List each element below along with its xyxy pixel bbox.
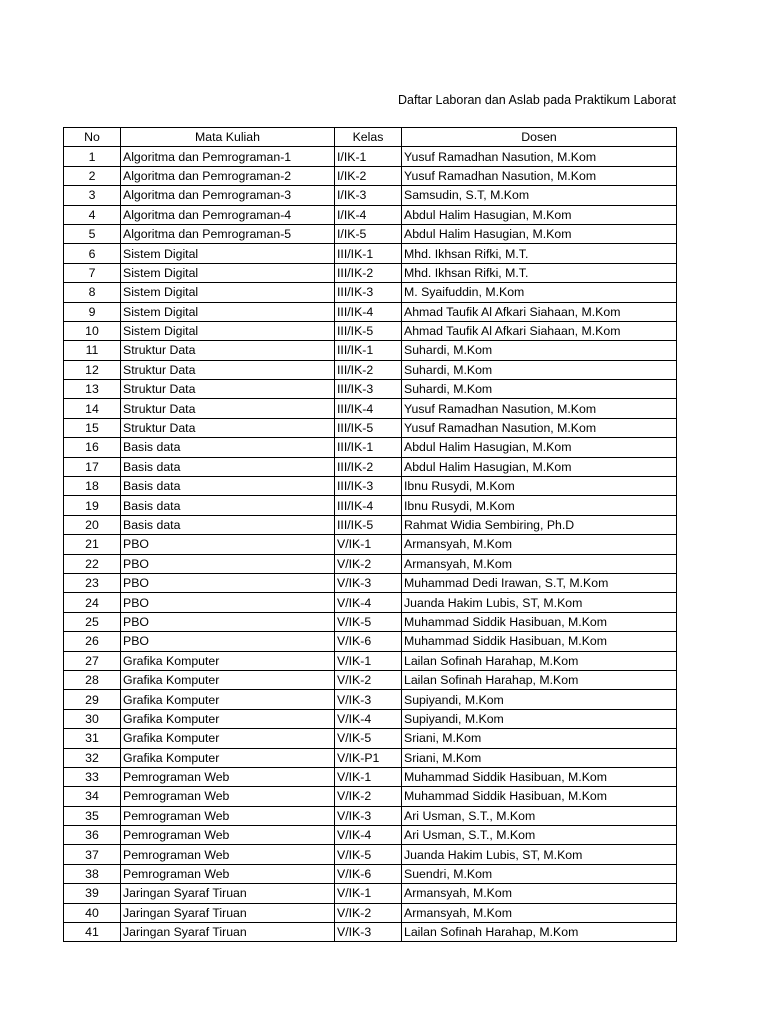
course-name-cell: Jaringan Syaraf Tiruan <box>121 923 335 942</box>
table-row <box>64 263 677 282</box>
table-row <box>64 612 677 631</box>
course-name-cell: PBO <box>121 612 335 631</box>
row-number-cell: 17 <box>64 457 121 476</box>
course-name-cell: Sistem Digital <box>121 302 335 321</box>
table-row <box>64 457 677 476</box>
row-number-cell: 23 <box>64 573 121 592</box>
course-name-cell: Pemrograman Web <box>121 845 335 864</box>
row-number-cell: 18 <box>64 477 121 496</box>
row-number-cell: 1 <box>64 147 121 166</box>
course-name-cell: Jaringan Syaraf Tiruan <box>121 903 335 922</box>
class-cell: III/IK-5 <box>335 418 402 437</box>
class-cell: V/IK-2 <box>335 670 402 689</box>
course-name-cell: Basis data <box>121 515 335 534</box>
class-cell: III/IK-3 <box>335 477 402 496</box>
column-header-dosen: Dosen <box>402 128 677 147</box>
row-number-cell: 3 <box>64 186 121 205</box>
lecturer-cell: Abdul Halim Hasugian, M.Kom <box>402 438 677 457</box>
class-cell: V/IK-6 <box>335 864 402 883</box>
lecturer-cell: Supiyandi, M.Kom <box>402 690 677 709</box>
class-cell: III/IK-4 <box>335 496 402 515</box>
lecturer-cell: Lailan Sofinah Harahap, M.Kom <box>402 923 677 942</box>
class-cell: III/IK-4 <box>335 399 402 418</box>
course-name-cell: PBO <box>121 573 335 592</box>
lecturer-cell: Ibnu Rusydi, M.Kom <box>402 496 677 515</box>
class-cell: V/IK-2 <box>335 554 402 573</box>
course-name-cell: PBO <box>121 593 335 612</box>
column-header-mata-kuliah: Mata Kuliah <box>121 128 335 147</box>
lecturer-cell: Armansyah, M.Kom <box>402 554 677 573</box>
lecturer-cell: Yusuf Ramadhan Nasution, M.Kom <box>402 399 677 418</box>
course-name-cell: Algoritma dan Pemrograman-1 <box>121 147 335 166</box>
lecturer-cell: Armansyah, M.Kom <box>402 535 677 554</box>
table-row <box>64 515 677 534</box>
table-row <box>64 709 677 728</box>
lecturer-cell: Yusuf Ramadhan Nasution, M.Kom <box>402 166 677 185</box>
lecturer-cell: Sriani, M.Kom <box>402 748 677 767</box>
course-name-cell: Sistem Digital <box>121 244 335 263</box>
lecturer-cell: Suhardi, M.Kom <box>402 360 677 379</box>
course-name-cell: Basis data <box>121 496 335 515</box>
lecturer-cell: Armansyah, M.Kom <box>402 884 677 903</box>
table-row <box>64 244 677 263</box>
row-number-cell: 32 <box>64 748 121 767</box>
table-row <box>64 787 677 806</box>
row-number-cell: 7 <box>64 263 121 282</box>
class-cell: I/IK-2 <box>335 166 402 185</box>
lecturer-cell: Ari Usman, S.T., M.Kom <box>402 826 677 845</box>
lecturer-cell: Suhardi, M.Kom <box>402 341 677 360</box>
course-lecturer-table <box>63 127 677 942</box>
row-number-cell: 37 <box>64 845 121 864</box>
course-name-cell: PBO <box>121 554 335 573</box>
class-cell: III/IK-4 <box>335 302 402 321</box>
course-name-cell: Sistem Digital <box>121 321 335 340</box>
lecturer-cell: Abdul Halim Hasugian, M.Kom <box>402 457 677 476</box>
class-cell: V/IK-4 <box>335 593 402 612</box>
row-number-cell: 40 <box>64 903 121 922</box>
course-name-cell: Struktur Data <box>121 418 335 437</box>
row-number-cell: 34 <box>64 787 121 806</box>
course-name-cell: Pemrograman Web <box>121 806 335 825</box>
course-name-cell: Sistem Digital <box>121 263 335 282</box>
lecturer-cell: Abdul Halim Hasugian, M.Kom <box>402 205 677 224</box>
table-row <box>64 186 677 205</box>
table-row <box>64 651 677 670</box>
course-name-cell: Grafika Komputer <box>121 748 335 767</box>
table-row <box>64 806 677 825</box>
class-cell: III/IK-2 <box>335 360 402 379</box>
row-number-cell: 39 <box>64 884 121 903</box>
row-number-cell: 36 <box>64 826 121 845</box>
class-cell: III/IK-3 <box>335 283 402 302</box>
course-name-cell: Algoritma dan Pemrograman-3 <box>121 186 335 205</box>
course-name-cell: Struktur Data <box>121 341 335 360</box>
table-row <box>64 535 677 554</box>
table-row <box>64 380 677 399</box>
row-number-cell: 5 <box>64 224 121 243</box>
course-name-cell: Basis data <box>121 457 335 476</box>
class-cell: V/IK-4 <box>335 709 402 728</box>
class-cell: V/IK-2 <box>335 787 402 806</box>
lecturer-cell: Suendri, M.Kom <box>402 864 677 883</box>
class-cell: V/IK-3 <box>335 573 402 592</box>
class-cell: I/IK-3 <box>335 186 402 205</box>
lecturer-cell: Abdul Halim Hasugian, M.Kom <box>402 224 677 243</box>
class-cell: V/IK-P1 <box>335 748 402 767</box>
row-number-cell: 25 <box>64 612 121 631</box>
class-cell: V/IK-5 <box>335 612 402 631</box>
course-name-cell: Sistem Digital <box>121 283 335 302</box>
class-cell: V/IK-5 <box>335 729 402 748</box>
class-cell: V/IK-2 <box>335 903 402 922</box>
course-name-cell: Algoritma dan Pemrograman-2 <box>121 166 335 185</box>
lecturer-cell: Suhardi, M.Kom <box>402 380 677 399</box>
lecturer-cell: M. Syaifuddin, M.Kom <box>402 283 677 302</box>
table-row <box>64 593 677 612</box>
table-header <box>64 128 677 147</box>
class-cell: III/IK-1 <box>335 244 402 263</box>
course-name-cell: Grafika Komputer <box>121 651 335 670</box>
column-header-no: No <box>64 128 121 147</box>
class-cell: V/IK-1 <box>335 651 402 670</box>
row-number-cell: 15 <box>64 418 121 437</box>
row-number-cell: 41 <box>64 923 121 942</box>
course-name-cell: Basis data <box>121 477 335 496</box>
lecturer-cell: Ahmad Taufik Al Afkari Siahaan, M.Kom <box>402 302 677 321</box>
class-cell: III/IK-2 <box>335 263 402 282</box>
lecturer-cell: Supiyandi, M.Kom <box>402 709 677 728</box>
course-name-cell: Struktur Data <box>121 399 335 418</box>
table-row <box>64 826 677 845</box>
table-row <box>64 554 677 573</box>
table-row <box>64 903 677 922</box>
table-row <box>64 438 677 457</box>
lecturer-cell: Rahmat Widia Sembiring, Ph.D <box>402 515 677 534</box>
row-number-cell: 19 <box>64 496 121 515</box>
row-number-cell: 10 <box>64 321 121 340</box>
course-name-cell: Pemrograman Web <box>121 787 335 806</box>
lecturer-cell: Lailan Sofinah Harahap, M.Kom <box>402 651 677 670</box>
table-row <box>64 845 677 864</box>
class-cell: I/IK-5 <box>335 224 402 243</box>
table-body <box>64 147 677 942</box>
row-number-cell: 14 <box>64 399 121 418</box>
row-number-cell: 12 <box>64 360 121 379</box>
class-cell: V/IK-3 <box>335 923 402 942</box>
table-row <box>64 690 677 709</box>
course-name-cell: Algoritma dan Pemrograman-4 <box>121 205 335 224</box>
lecturer-cell: Armansyah, M.Kom <box>402 903 677 922</box>
lecturer-cell: Yusuf Ramadhan Nasution, M.Kom <box>402 418 677 437</box>
table-row <box>64 283 677 302</box>
lecturer-cell: Mhd. Ikhsan Rifki, M.T. <box>402 244 677 263</box>
table-row <box>64 477 677 496</box>
row-number-cell: 9 <box>64 302 121 321</box>
table-row <box>64 399 677 418</box>
row-number-cell: 33 <box>64 767 121 786</box>
class-cell: I/IK-1 <box>335 147 402 166</box>
header-row <box>64 128 677 147</box>
lecturer-cell: Muhammad Siddik Hasibuan, M.Kom <box>402 787 677 806</box>
course-name-cell: Algoritma dan Pemrograman-5 <box>121 224 335 243</box>
class-cell: V/IK-5 <box>335 845 402 864</box>
course-name-cell: PBO <box>121 632 335 651</box>
row-number-cell: 29 <box>64 690 121 709</box>
table-row <box>64 205 677 224</box>
class-cell: III/IK-3 <box>335 380 402 399</box>
row-number-cell: 4 <box>64 205 121 224</box>
lecturer-cell: Sriani, M.Kom <box>402 729 677 748</box>
sheet-title: Daftar Laboran dan Aslab pada Praktikum Laborat <box>398 93 676 107</box>
class-cell: V/IK-6 <box>335 632 402 651</box>
table-row <box>64 360 677 379</box>
class-cell: III/IK-5 <box>335 515 402 534</box>
lecturer-cell: Mhd. Ikhsan Rifki, M.T. <box>402 263 677 282</box>
class-cell: V/IK-1 <box>335 535 402 554</box>
class-cell: III/IK-1 <box>335 438 402 457</box>
table-row <box>64 418 677 437</box>
row-number-cell: 11 <box>64 341 121 360</box>
table-row <box>64 864 677 883</box>
row-number-cell: 2 <box>64 166 121 185</box>
lecturer-cell: Muhammad Siddik Hasibuan, M.Kom <box>402 632 677 651</box>
row-number-cell: 30 <box>64 709 121 728</box>
row-number-cell: 20 <box>64 515 121 534</box>
row-number-cell: 16 <box>64 438 121 457</box>
row-number-cell: 31 <box>64 729 121 748</box>
row-number-cell: 28 <box>64 670 121 689</box>
row-number-cell: 22 <box>64 554 121 573</box>
table-row <box>64 923 677 942</box>
row-number-cell: 35 <box>64 806 121 825</box>
course-name-cell: Grafika Komputer <box>121 709 335 728</box>
table-row <box>64 670 677 689</box>
column-header-kelas: Kelas <box>335 128 402 147</box>
class-cell: V/IK-3 <box>335 690 402 709</box>
table-row <box>64 321 677 340</box>
row-number-cell: 6 <box>64 244 121 263</box>
course-name-cell: Basis data <box>121 438 335 457</box>
lecturer-cell: Lailan Sofinah Harahap, M.Kom <box>402 670 677 689</box>
course-name-cell: Pemrograman Web <box>121 864 335 883</box>
table-row <box>64 166 677 185</box>
course-name-cell: Grafika Komputer <box>121 729 335 748</box>
class-cell: I/IK-4 <box>335 205 402 224</box>
row-number-cell: 8 <box>64 283 121 302</box>
class-cell: III/IK-1 <box>335 341 402 360</box>
row-number-cell: 24 <box>64 593 121 612</box>
lecturer-cell: Yusuf Ramadhan Nasution, M.Kom <box>402 147 677 166</box>
row-number-cell: 38 <box>64 864 121 883</box>
table-row <box>64 224 677 243</box>
class-cell: V/IK-3 <box>335 806 402 825</box>
course-name-cell: Struktur Data <box>121 360 335 379</box>
lecturer-cell: Muhammad Siddik Hasibuan, M.Kom <box>402 767 677 786</box>
table-row <box>64 748 677 767</box>
lecturer-cell: Juanda Hakim Lubis, ST, M.Kom <box>402 593 677 612</box>
lecturer-cell: Samsudin, S.T, M.Kom <box>402 186 677 205</box>
table-row <box>64 147 677 166</box>
row-number-cell: 21 <box>64 535 121 554</box>
class-cell: V/IK-1 <box>335 884 402 903</box>
lecturer-cell: Ahmad Taufik Al Afkari Siahaan, M.Kom <box>402 321 677 340</box>
course-name-cell: Grafika Komputer <box>121 690 335 709</box>
course-name-cell: Pemrograman Web <box>121 767 335 786</box>
row-number-cell: 26 <box>64 632 121 651</box>
lecturer-cell: Ari Usman, S.T., M.Kom <box>402 806 677 825</box>
table-row <box>64 767 677 786</box>
course-name-cell: Jaringan Syaraf Tiruan <box>121 884 335 903</box>
course-name-cell: PBO <box>121 535 335 554</box>
row-number-cell: 13 <box>64 380 121 399</box>
lecturer-cell: Muhammad Dedi Irawan, S.T, M.Kom <box>402 573 677 592</box>
table-row <box>64 729 677 748</box>
course-name-cell: Pemrograman Web <box>121 826 335 845</box>
table-row <box>64 302 677 321</box>
table-row <box>64 341 677 360</box>
class-cell: V/IK-1 <box>335 767 402 786</box>
table-row <box>64 632 677 651</box>
table-row <box>64 573 677 592</box>
row-number-cell: 27 <box>64 651 121 670</box>
lecturer-cell: Ibnu Rusydi, M.Kom <box>402 477 677 496</box>
class-cell: III/IK-5 <box>335 321 402 340</box>
lecturer-cell: Juanda Hakim Lubis, ST, M.Kom <box>402 845 677 864</box>
table-row <box>64 496 677 515</box>
course-name-cell: Struktur Data <box>121 380 335 399</box>
class-cell: V/IK-4 <box>335 826 402 845</box>
table-row <box>64 884 677 903</box>
course-name-cell: Grafika Komputer <box>121 670 335 689</box>
lecturer-cell: Muhammad Siddik Hasibuan, M.Kom <box>402 612 677 631</box>
class-cell: III/IK-2 <box>335 457 402 476</box>
